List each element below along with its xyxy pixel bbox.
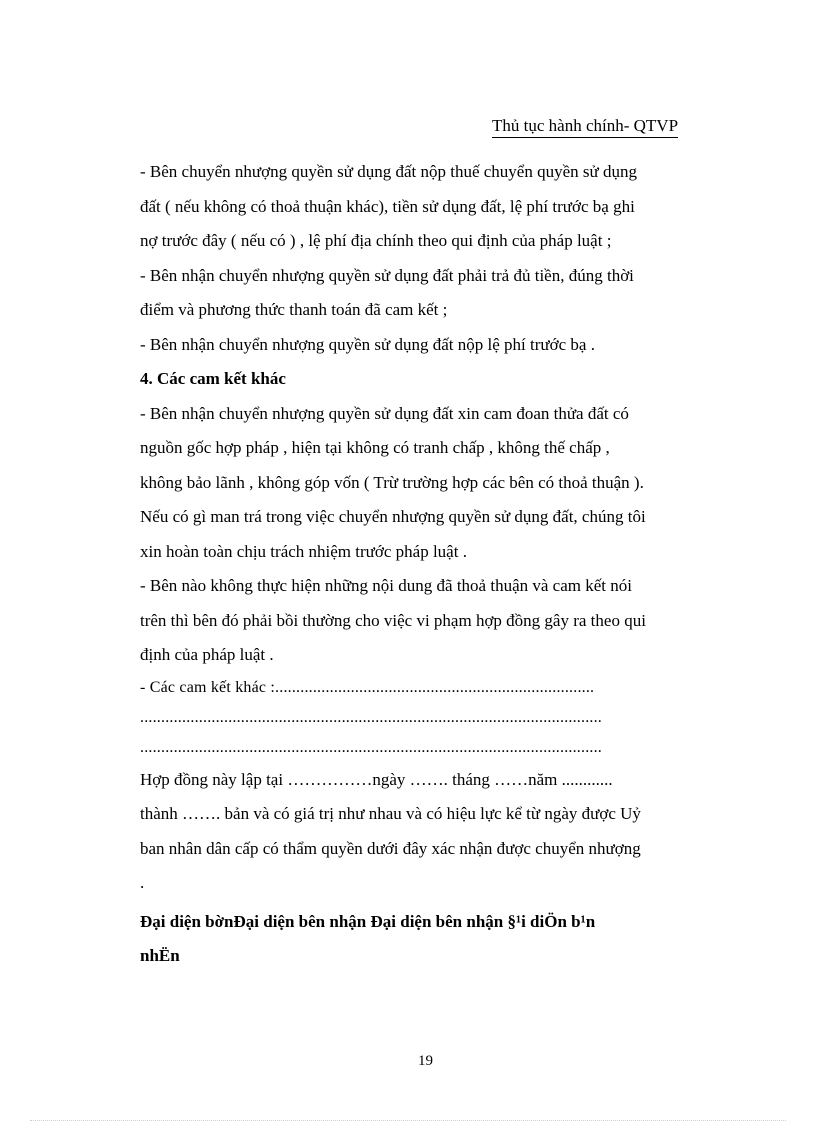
paragraph-line: không bảo lãnh , không góp vốn ( Trừ trường hợp các bên có thoả thuận ).	[140, 472, 644, 492]
closing-line: thành ……. bản và có giá trị như nhau và có hiệu lực kể từ ngày được Uỷ	[140, 804, 641, 823]
closing-line: Hợp đồng này lập tại ……………ngày ……. tháng ……năm ............	[140, 769, 613, 789]
section-heading: 4. Các cam kết khác	[140, 369, 286, 388]
paragraph-line: đất ( nếu không có thoả thuận khác), tiền sử dụng đất, lệ phí trước bạ ghi	[140, 196, 635, 216]
paragraph-line: nợ trước đây ( nếu có ) , lệ phí địa chính theo qui định của pháp luật ;	[140, 231, 612, 250]
closing-line: .	[140, 873, 145, 892]
paragraph-line: - Bên nhận chuyển nhượng quyền sử dụng đất xin cam đoan thửa đất có	[140, 403, 629, 423]
body-text	[140, 155, 700, 901]
paragraph-line: trên thì bên đó phải bồi thường cho việc vi phạm hợp đồng gây ra theo qui	[140, 610, 646, 630]
closing-line: ban nhân dân cấp có thẩm quyền dưới đây xác nhận được chuyển nhượng	[140, 838, 641, 858]
signature-block	[140, 905, 700, 973]
page-bottom-rule	[30, 1120, 786, 1121]
page-header: Thủ tục hành chính- QTVP	[492, 116, 678, 138]
paragraph-line: - Bên nhận chuyển nhượng quyền sử dụng đất phải trả đủ tiền, đúng thời	[140, 265, 634, 285]
paragraph-line: - Bên nhận chuyển nhượng quyền sử dụng đất nộp lệ phí trước bạ .	[140, 334, 595, 354]
paragraph-line: Nếu có gì man trá trong việc chuyển nhượng quyền sử dụng đất, chúng tôi	[140, 507, 646, 526]
paragraph-line: - Bên chuyển nhượng quyền sử dụng đất nộp thuế chuyển quyền sử dụng	[140, 162, 637, 181]
paragraph-line: nguồn gốc hợp pháp , hiện tại không có tranh chấp , không thế chấp ,	[140, 438, 610, 457]
fill-in-line: ..............................................................................................................	[140, 708, 602, 726]
paragraph-line: xin hoàn toàn chịu trách nhiệm trước pháp luật .	[140, 541, 467, 561]
paragraph-line: - Bên nào không thực hiện những nội dung đã thoả thuận và cam kết nói	[140, 576, 632, 595]
fill-in-line: ..............................................................................................................	[140, 738, 602, 756]
page-number: 19	[418, 1053, 433, 1069]
signature-labels: Đại diện bờnĐại diện bên nhận Đại diện bên nhận §¹i diÖn b¹n	[140, 912, 596, 931]
signature-labels-continued: nhËn	[140, 946, 180, 965]
paragraph-line: định của pháp luật .	[140, 645, 274, 664]
fill-in-line: - Các cam kết khác :............................................................................	[140, 678, 595, 696]
paragraph-line: điểm và phương thức thanh toán đã cam kết ;	[140, 300, 448, 319]
